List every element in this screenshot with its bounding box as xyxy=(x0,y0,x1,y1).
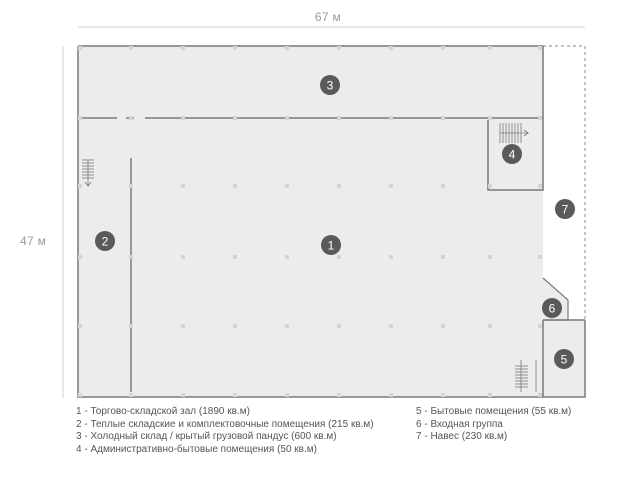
structural-column xyxy=(78,46,82,50)
structural-column xyxy=(337,393,341,397)
zone-badge-3-label: 3 xyxy=(326,78,334,93)
structural-column xyxy=(337,324,341,328)
structural-column xyxy=(538,184,542,188)
structural-column xyxy=(285,46,289,50)
zone-badge-3 xyxy=(320,75,340,95)
zone-badge-5 xyxy=(554,349,574,369)
legend-left xyxy=(76,406,406,456)
legend-right xyxy=(416,406,626,444)
zone-badge-5-label: 5 xyxy=(560,352,568,367)
structural-column xyxy=(538,324,542,328)
structural-column xyxy=(129,116,133,120)
building-floor xyxy=(78,46,585,397)
structural-column xyxy=(129,324,133,328)
structural-column xyxy=(488,255,492,259)
structural-column xyxy=(78,324,82,328)
structural-column xyxy=(181,393,185,397)
legend-item-4: 4 - Административно-бытовые помещения (50 кв.м) xyxy=(76,443,317,455)
structural-column xyxy=(337,184,341,188)
structural-column xyxy=(233,324,237,328)
structural-column xyxy=(129,46,133,50)
structural-column xyxy=(488,116,492,120)
structural-column xyxy=(337,46,341,50)
structural-column xyxy=(441,116,445,120)
canopy-area xyxy=(543,46,585,320)
structural-column xyxy=(389,255,393,259)
structural-column xyxy=(389,184,393,188)
width-dimension-label: 67 м xyxy=(314,10,342,24)
structural-column xyxy=(441,393,445,397)
structural-column xyxy=(129,255,133,259)
zone-badge-2 xyxy=(95,231,115,251)
zone-badge-4-label: 4 xyxy=(508,147,516,162)
zone-badge-7-label: 7 xyxy=(561,202,569,217)
structural-column xyxy=(129,393,133,397)
legend-item-1: 1 - Торгово-складской зал (1890 кв.м) xyxy=(76,406,250,417)
structural-column xyxy=(389,324,393,328)
structural-column xyxy=(285,255,289,259)
structural-column xyxy=(285,324,289,328)
structural-column xyxy=(488,324,492,328)
structural-column xyxy=(285,393,289,397)
height-dimension-label: 47 м xyxy=(20,234,47,248)
zone-badge-4 xyxy=(502,144,522,164)
structural-column xyxy=(538,46,542,50)
zone-badge-2-label: 2 xyxy=(101,234,109,249)
structural-column xyxy=(389,116,393,120)
structural-column xyxy=(78,116,82,120)
structural-column xyxy=(441,46,445,50)
structural-column xyxy=(441,184,445,188)
structural-column xyxy=(129,184,133,188)
structural-column xyxy=(285,184,289,188)
structural-column xyxy=(538,116,542,120)
legend-item-5: 5 - Бытовые помещения (55 кв.м) xyxy=(416,406,572,417)
zone-badge-7 xyxy=(555,199,575,219)
structural-column xyxy=(78,184,82,188)
structural-column xyxy=(181,324,185,328)
structural-column xyxy=(441,255,445,259)
structural-column xyxy=(233,393,237,397)
legend-item-7: 7 - Навес (230 кв.м) xyxy=(416,431,508,442)
structural-column xyxy=(181,184,185,188)
structural-column xyxy=(389,46,393,50)
structural-column xyxy=(488,184,492,188)
structural-column xyxy=(181,116,185,120)
legend-item-2: 2 - Теплые складские и комплектовочные помещения (215 кв.м) xyxy=(76,418,374,430)
structural-column xyxy=(233,116,237,120)
structural-column xyxy=(78,255,82,259)
zone-badge-1 xyxy=(321,235,341,255)
structural-column xyxy=(488,46,492,50)
structural-column xyxy=(181,46,185,50)
structural-column xyxy=(389,393,393,397)
structural-column xyxy=(488,393,492,397)
structural-column xyxy=(181,255,185,259)
structural-column xyxy=(285,116,289,120)
structural-column xyxy=(538,255,542,259)
zone-badge-1-label: 1 xyxy=(327,238,335,253)
structural-column xyxy=(78,393,82,397)
structural-column xyxy=(441,324,445,328)
legend-item-6: 6 - Входная группа xyxy=(416,418,503,430)
zone-badge-6-label: 6 xyxy=(548,301,556,316)
structural-column xyxy=(337,255,341,259)
zone-badge-6 xyxy=(542,298,562,318)
legend-item-3: 3 - Холодный склад / крытый грузовой пандус (600 кв.м) xyxy=(76,431,337,442)
structural-column xyxy=(233,46,237,50)
structural-column xyxy=(337,116,341,120)
structural-column xyxy=(233,184,237,188)
structural-column xyxy=(538,393,542,397)
structural-column xyxy=(233,255,237,259)
